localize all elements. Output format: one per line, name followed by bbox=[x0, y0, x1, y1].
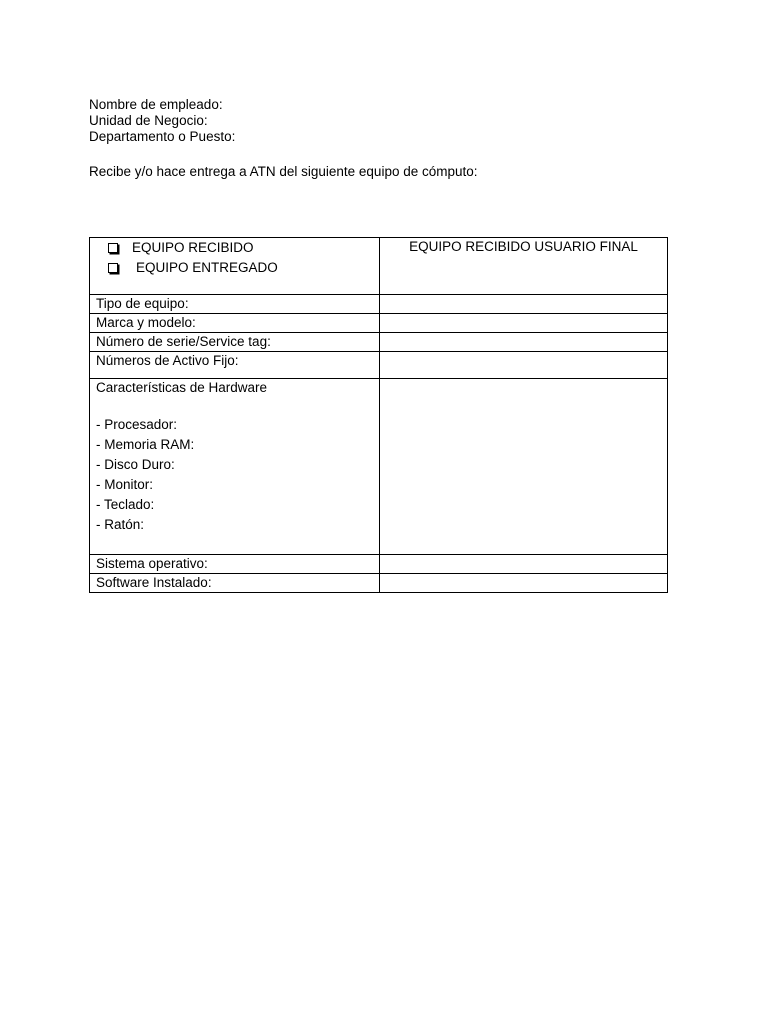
table-header-row bbox=[90, 238, 668, 295]
table-row bbox=[90, 333, 668, 352]
operating-system-label: Sistema operativo: bbox=[90, 555, 380, 574]
fixed-asset-label: Números de Activo Fijo: bbox=[90, 352, 380, 379]
hardware-cell bbox=[90, 379, 380, 555]
hardware-item-processor: - Procesador: bbox=[96, 417, 178, 432]
brand-model-label: Marca y modelo: bbox=[90, 314, 380, 333]
hardware-item-disk: - Disco Duro: bbox=[96, 457, 175, 472]
hardware-title: Características de Hardware bbox=[96, 380, 268, 395]
equipo-entregado-option bbox=[108, 258, 373, 278]
hardware-item-monitor: - Monitor: bbox=[96, 477, 154, 492]
table-row bbox=[90, 352, 668, 379]
employee-name-label: Nombre de empleado: bbox=[89, 97, 223, 112]
equipment-form-table bbox=[89, 237, 668, 593]
status-options-cell bbox=[90, 238, 380, 295]
column-right-header: EQUIPO RECIBIDO USUARIO FINAL bbox=[380, 238, 668, 295]
equipment-type-label: Tipo de equipo: bbox=[90, 295, 380, 314]
table-row bbox=[90, 574, 668, 593]
business-unit-label: Unidad de Negocio: bbox=[89, 113, 208, 128]
equipo-recibido-option bbox=[108, 238, 373, 258]
brand-model-value bbox=[380, 314, 668, 333]
serial-number-label: Número de serie/Service tag: bbox=[90, 333, 380, 352]
operating-system-value bbox=[380, 555, 668, 574]
equipo-entregado-label: EQUIPO ENTREGADO bbox=[136, 260, 278, 275]
equipo-recibido-label: EQUIPO RECIBIDO bbox=[132, 240, 254, 255]
hardware-item-keyboard: - Teclado: bbox=[96, 497, 155, 512]
equipment-type-value bbox=[380, 295, 668, 314]
installed-software-label: Software Instalado: bbox=[90, 574, 380, 593]
equipo-recibido-checkbox[interactable] bbox=[108, 243, 118, 253]
fixed-asset-value bbox=[380, 352, 668, 379]
employee-header bbox=[89, 97, 235, 145]
hardware-value bbox=[380, 379, 668, 555]
serial-number-value bbox=[380, 333, 668, 352]
hardware-item-mouse: - Ratón: bbox=[96, 517, 145, 532]
hardware-item-ram: - Memoria RAM: bbox=[96, 437, 195, 452]
table-row bbox=[90, 314, 668, 333]
table-row bbox=[90, 295, 668, 314]
table-row bbox=[90, 555, 668, 574]
equipo-entregado-checkbox[interactable] bbox=[108, 263, 118, 273]
installed-software-value bbox=[380, 574, 668, 593]
intro-text: Recibe y/o hace entrega a ATN del siguiente equipo de cómputo: bbox=[89, 164, 478, 179]
table-row bbox=[90, 379, 668, 555]
department-label: Departamento o Puesto: bbox=[89, 129, 236, 144]
